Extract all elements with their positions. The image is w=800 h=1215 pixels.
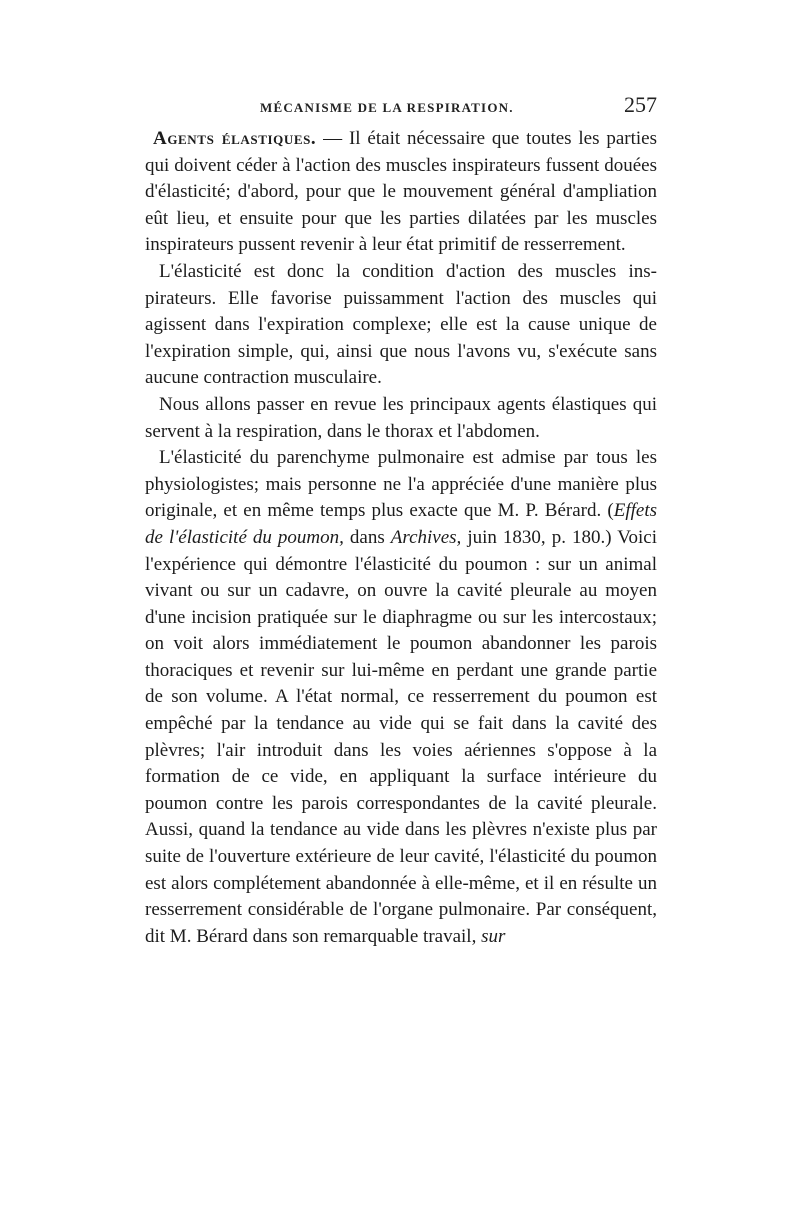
paragraph-pulmonary-elasticity	[145, 445, 657, 950]
running-head	[145, 92, 657, 126]
book-page	[145, 92, 657, 950]
paragraph-elastic-agents	[145, 126, 657, 259]
citation-title: Effets de l'élasticité du poumon,	[145, 500, 657, 548]
paragraph-text: juin 1830, p. 180.) Voici l'expérience qui démontre l'élasticité du poumon : sur un animal vivant ou sur un cadavre, on ouvre la cavité pleurale au moyen d'une incision pratiquée sur le diaphragme ou sur les intercostaux; on voit alors immédiatement le poumon abandonner les parois thoraciques et revenir sur lui-même en perdant une grande partie de son volume. A l'état normal, ce resserrement du poumon est empêché par la tendance au vide qui se fait dans la cavité des plèvres; l'air introduit dans les voies aériennes s'oppose à la formation de ce vide, en appliquant la surface intérieure du poumon contre les parois correspondantes de la cavité pleurale. Aussi, quand la tendance au vide dans les plèvres n'existe plus par suite de l'ouverture extérieure de leur cavité, l'élasticité du poumon est alors complétement abandonnée à elle-même, et il en résulte un resserrement considérable de l'organe pulmonaire. Par conséquent, dit M. Bérard dans son remarquable travail,	[145, 526, 657, 947]
section-lead: Agents élastiques.	[153, 128, 317, 149]
running-title: MÉCANISME DE LA RESPIRATION.	[260, 100, 514, 115]
paragraph-elasticity-condition: L'élasticité est donc la condition d'action des muscles inspirateurs. Elle favorise puissamment l'action des muscles qui agissent dans l'expiration complexe; elle est la cause unique de l'expiration simple, qui, ainsi que nous l'avons vu, s'exécute sans aucune contraction musculaire.	[145, 260, 657, 389]
citation-journal: Archives,	[390, 526, 462, 548]
page-number: 257	[624, 92, 657, 117]
paragraph-text: — Il était nécessaire que toutes les parties qui doivent céder à l'action des muscles inspirateurs fussent douées d'élasticité; d'abord, pour que le mouvement général d'ampliation eût lieu, et ensuite pour que les parties dilatées par les muscles inspirateurs pussent revenir à leur état primitif de resserrement.	[145, 128, 657, 256]
paragraph-text: dans	[343, 526, 391, 548]
paragraph-review-agents: Nous allons passer en revue les principaux agents élastiques qui servent à la respiration, dans le thorax et l'abdomen.	[145, 393, 657, 442]
paragraph-text: L'élasticité du parenchyme pulmonaire est admise par tous les physiologistes; mais personne ne l'a appréciée d'une manière plus originale, et en même temps plus exacte que M. P. Bérard. (	[145, 447, 657, 522]
trailing-italic-word: sur	[481, 925, 506, 947]
